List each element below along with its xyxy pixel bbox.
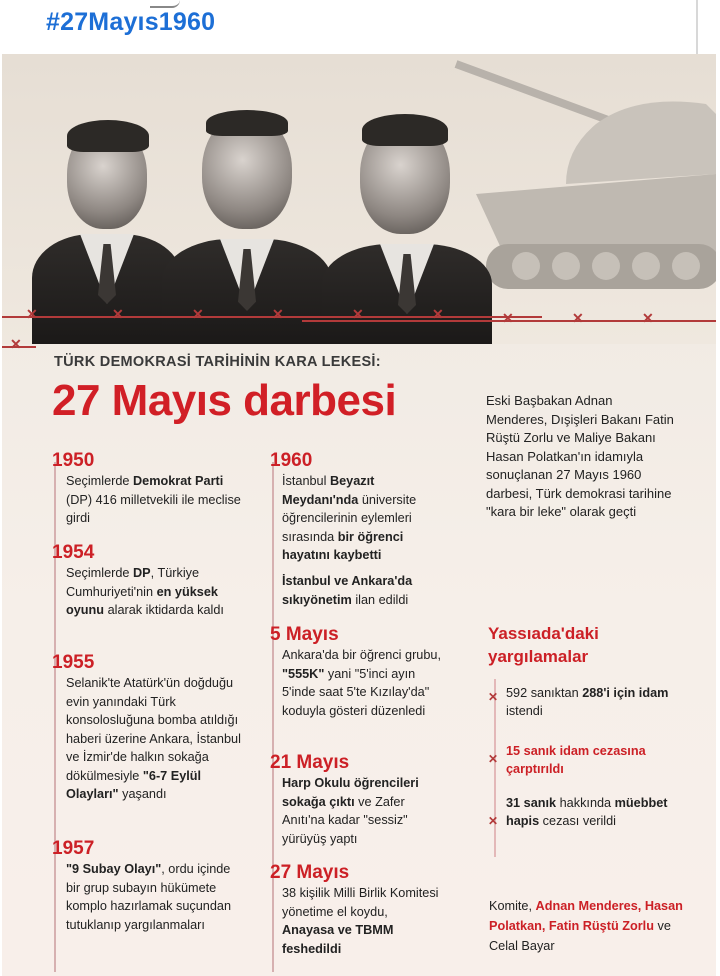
- portrait-fatin-rustu-zorlu: [322, 94, 492, 344]
- photo-area: [2, 54, 716, 344]
- poster-subtitle: TÜRK DEMOKRASİ TARİHİNİN KARA LEKESİ:: [54, 354, 381, 370]
- timeline-year: 5 Mayıs: [270, 624, 339, 645]
- barb-knot: ✕: [112, 306, 124, 322]
- barb-knot: ✕: [642, 310, 654, 326]
- portrait-adnan-menderes: [32, 94, 182, 344]
- barb-knot: ✕: [488, 690, 499, 704]
- barb-knot: ✕: [432, 306, 444, 322]
- yassiada-item: 31 sanık hakkında müebbet hapis cezası verildi: [506, 796, 668, 828]
- timeline-text: "9 Subay Olayı", ordu içinde bir grup subayın hükümete komplo hazırlamak suçundan tutuklanıp yargılanmaları: [66, 862, 232, 932]
- barb-knot: ✕: [488, 752, 499, 766]
- barb-knot: ✕: [488, 814, 499, 828]
- timeline-text: Selanik'te Atatürk'ün doğduğu evin yanındaki Türk konsolosluğuna bomba atıldığı haberi üzerine Ankara, İstanbul ve İzmir'de halkın sokağa dökülmesiyle "6-7 Eylül Olayları" yaşandı: [66, 676, 241, 801]
- timeline-text: İstanbul Beyazıt Meydanı'nda üniversite öğrencilerinin eylemleri sırasında bir öğrenci hayatını kaybetti: [282, 474, 417, 562]
- timeline-text: Ankara'da bir öğrenci grubu, "555K" yani "5'inci ayın 5'inde saat 5'te Kızılay'da" koduyla gösteri düzenledi: [282, 648, 441, 718]
- timeline-year: 27 Mayıs: [270, 862, 350, 883]
- timeline-text: Seçimlerde DP, Türkiye Cumhuriyeti'nin en yüksek oyunu alarak iktidarda kaldı: [66, 566, 224, 617]
- right-divider: [696, 0, 698, 54]
- timeline-year: 1960: [270, 450, 313, 471]
- poster-title: 27 Mayıs darbesi: [52, 376, 397, 425]
- timeline-text: İstanbul ve Ankara'da sıkıyönetim ilan edildi: [282, 574, 413, 607]
- barb-knot: ✕: [272, 306, 284, 322]
- barb-knot: ✕: [502, 310, 514, 326]
- timeline-line-left: [54, 462, 56, 972]
- timeline-year: 1950: [52, 450, 95, 471]
- timeline-year: 21 Mayıs: [270, 752, 350, 773]
- komite-text: Komite, Adnan Menderes, Hasan Polatkan, Fatin Rüştü Zorlu ve Celal Bayar: [489, 899, 683, 953]
- hashtag-heading[interactable]: #27Mayıs1960: [46, 8, 216, 36]
- yassiada-item: 15 sanık idam cezasına çarptırıldı: [506, 744, 646, 776]
- barb-knot: ✕: [10, 336, 22, 352]
- barb-knot: ✕: [352, 306, 364, 322]
- infographic-poster: [2, 54, 716, 976]
- timeline-year: 1957: [52, 838, 95, 859]
- timeline-text: 38 kişilik Milli Birlik Komitesi yönetime el koydu, Anayasa ve TBMM feshedildi: [282, 886, 439, 956]
- barb-knot: ✕: [26, 306, 38, 322]
- timeline-year: 1955: [52, 652, 95, 673]
- yassiada-item: 592 sanıktan 288'i için idam istendi: [506, 686, 669, 718]
- barb-knot: ✕: [192, 306, 204, 322]
- portrait-hasan-polatkan: [162, 84, 332, 344]
- yassiada-line: [494, 679, 496, 857]
- intro-paragraph: Eski Başbakan Adnan Menderes, Dışişleri Bakanı Fatin Rüştü Zorlu ve Maliye Bakanı Hasan Polatkan'ın idamıyla sonuçlanan 27 Mayıs 1960 darbesi, Türk demokrasi tarihine "kara bir leke" olarak geçti: [486, 393, 674, 519]
- timeline-year: 1954: [52, 542, 95, 563]
- barb-knot: ✕: [572, 310, 584, 326]
- cut-off-text-fragment: [150, 0, 180, 8]
- timeline-line-mid: [272, 462, 274, 972]
- yassiada-title: Yassıada'daki yargılamalar: [488, 624, 599, 666]
- timeline-text: Harp Okulu öğrencileri sokağa çıktı ve Zafer Anıtı'na kadar "sessiz" yürüyüş yaptı: [282, 776, 419, 846]
- timeline-text: Seçimlerde Demokrat Parti (DP) 416 milletvekili ile meclise girdi: [66, 474, 241, 525]
